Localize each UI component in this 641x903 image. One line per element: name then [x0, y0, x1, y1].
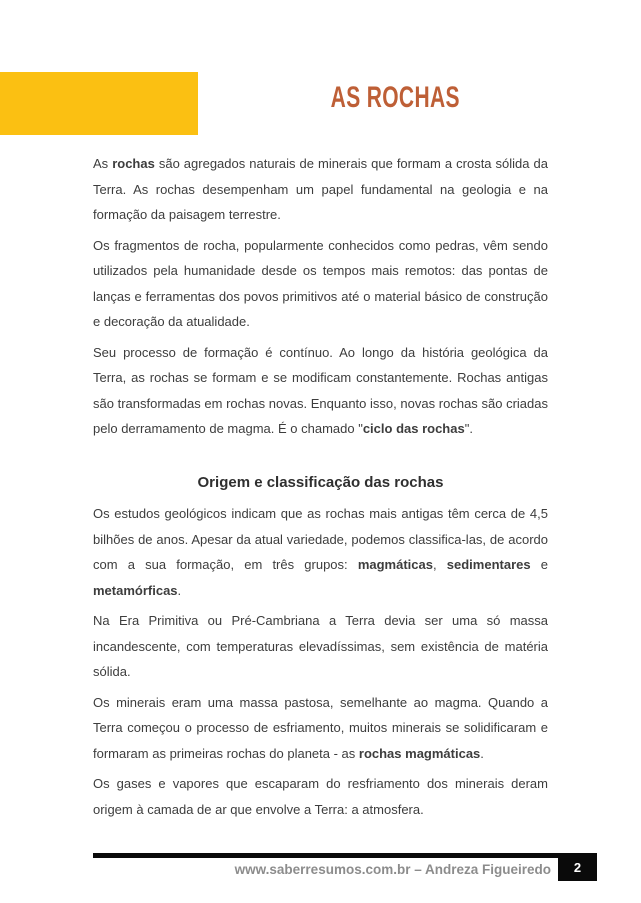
- text-run-bold: metamórficas: [93, 582, 178, 598]
- paragraph-4: [93, 501, 548, 603]
- text-run: Os estudos geológicos indicam que as rochas mais antigas têm cerca de 4,5 bilhões de anos. Apesar da atual variedade, podemos classifica-las, de acordo com a sua formação, em três grupos:: [93, 506, 548, 572]
- text-run: .: [480, 745, 484, 761]
- paragraph-2: [93, 233, 548, 335]
- text-run-bold: magmáticas: [357, 557, 433, 572]
- text-run: Os fragmentos de rocha, popularmente conhecidos como pedras, vêm sendo utilizados pela humanidade desde os tempos mais remotos: das pontas de lanças e ferramentas dos povos primitivos até o material básico de construção e decoração da atualidade.: [93, 237, 548, 329]
- page-number-badge: [558, 853, 597, 881]
- text-run: Os minerais eram uma massa pastosa, semelhante ao magma. Quando a Terra começou o processo de esfriamento, muitos minerais se solidificaram e formaram as primeiras rochas do planeta - as: [93, 694, 548, 761]
- text-run: ,: [432, 557, 447, 572]
- page-number: 2: [573, 859, 582, 875]
- yellow-accent-band: [0, 72, 198, 135]
- text-run: ".: [464, 421, 473, 436]
- page-title: [198, 83, 593, 113]
- document-body: [93, 151, 548, 822]
- section-heading: Origem e classificação das rochas: [197, 473, 444, 491]
- text-run: Os gases e vapores que escaparam do resfriamento dos minerais deram origem à camada de ar que envolve a Terra: a atmosfera.: [93, 776, 548, 817]
- paragraph-1: [93, 151, 548, 228]
- text-run: são agregados naturais de minerais que formam a crosta sólida da Terra. As rochas desempenham um papel fundamental na geologia e na formação da paisagem terrestre.: [93, 156, 548, 222]
- paragraph-6: [93, 690, 548, 767]
- footer-site-author: www.saberresumos.com.br – Andreza Figueiredo: [234, 862, 551, 877]
- paragraph-7: [93, 771, 548, 822]
- text-run-bold: rochas magmáticas: [358, 745, 481, 761]
- text-run-bold: ciclo das rochas: [362, 421, 465, 436]
- page-title-text: AS ROCHAS: [330, 81, 461, 114]
- paragraph-5: [93, 608, 548, 685]
- text-run: Seu processo de formação é contínuo. Ao longo da história geológica da Terra, as rochas se formam e se modificam constantemente. Rochas antigas são transformadas em rochas novas. Enquanto isso, novas rochas são criadas pelo derramamento de magma. É o chamado ": [93, 344, 548, 436]
- text-run: As: [93, 156, 113, 171]
- text-run-bold: rochas: [112, 156, 155, 171]
- paragraph-3: [93, 340, 548, 442]
- text-run-bold: sedimentares: [446, 557, 531, 572]
- footer-rule: [93, 853, 558, 858]
- text-run: .: [177, 582, 182, 598]
- text-run: Na Era Primitiva ou Pré-Cambriana a Terra devia ser uma só massa incandescente, com temperaturas elevadíssimas, sem existência de matéria sólida.: [93, 613, 548, 679]
- text-run: e: [530, 557, 548, 572]
